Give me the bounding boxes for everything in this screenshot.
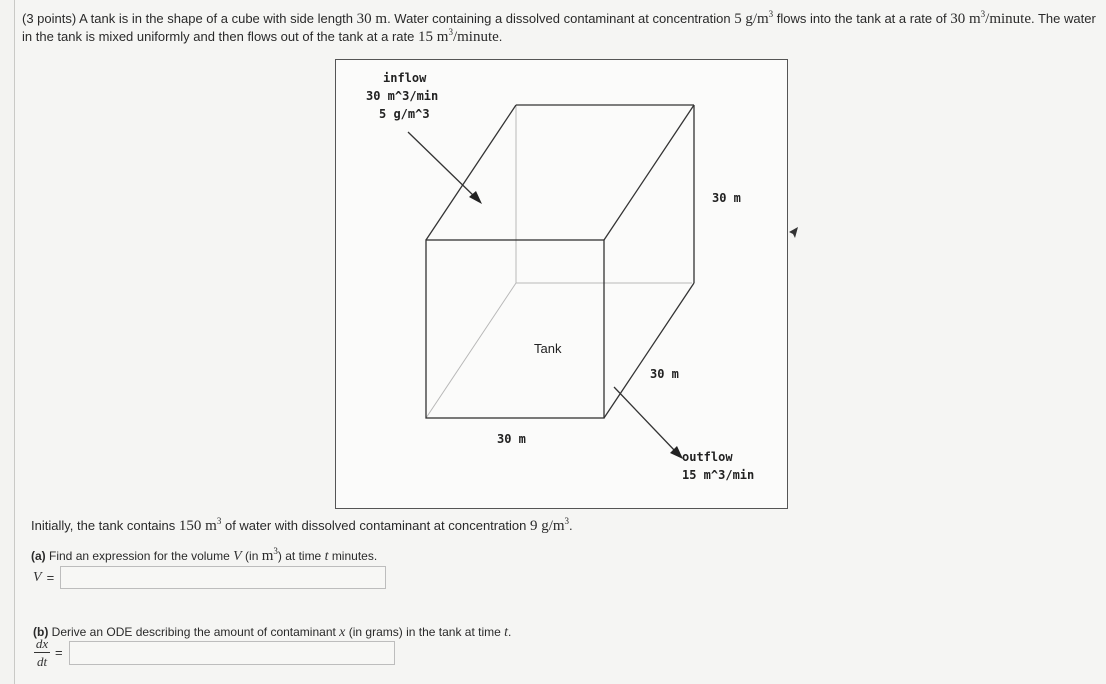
volume-answer-input[interactable] [60,566,386,589]
equals-sign: = [55,645,63,660]
tank-label: Tank [534,341,562,356]
part-b-answer-row [34,637,395,668]
inflow-concentration-label: 5 g/m^3 [379,107,430,121]
inflow-title: inflow [383,71,427,85]
prompt-text-3: flows into the tank at a rate of [776,11,947,26]
cube-right-bottom-edge [604,283,694,418]
part-b-question: (b) Derive an ODE describing the amount of contaminant x (in grams) in the tank at time t. [33,625,512,640]
concentration-unit: $g/m^3$ [745,9,774,27]
inflow-rate-label: 30 m^3/min [366,89,439,103]
cube-top-right-edge [604,105,694,240]
inflow-rate: 30 $m^3$/minute [950,9,1031,27]
ode-answer-input[interactable] [69,641,395,665]
side-length: 30 m [356,11,388,27]
cube-top-left-edge [426,105,516,240]
outflow-arrow-line [614,387,676,452]
equals-sign: = [46,570,55,585]
initial-conditions: Initially, the tank contains 150 $m^3$ of water with dissolved contaminant at concentration 9 $g/m^3$. [31,516,573,534]
points-label: (3 points) [22,11,77,26]
tank-diagram [335,59,788,509]
part-a-answer-row [33,566,386,589]
bottom-dimension-label: 30 m [497,432,526,446]
outflow-rate-label: 15 m^3/min [682,468,755,482]
volume-variable-label: V [33,569,42,585]
outflow-rate: 15 $m^3$/minute [418,27,499,45]
part-a-question: (a) Find an expression for the volume V (in $m^3$) at time t minutes. [31,546,378,564]
problem-statement: (3 points) A tank is in the shape of a cube with side length 30 m. Water containing a dissolved contaminant at concentration 5 $g/m^3$ flows into the tank at a rate of 30 $m^3$/minute. The water in the tank is mixed uniformly and then flows out of the tank at a rate 15 $m^3$/minute. [22,9,1096,45]
derivative-label: $\frac{dx}{dt}$ [35,636,49,669]
prompt-text-1: A tank is in the shape of a cube with side length [79,11,354,26]
prompt-text-4: . The water in the tank is mixed uniformly and then flows out of the tank at a rate [22,11,1096,44]
tank-diagram-drawing [336,60,787,508]
inflow-arrow-line [408,132,476,198]
inflow-concentration: 5 [734,11,742,27]
cube-front-face [426,240,604,418]
prompt-text-2: . Water containing a dissolved contaminant at concentration [387,11,731,26]
initial-volume: 150 $m^3$ [178,516,222,534]
mouse-cursor-icon [788,226,800,240]
side-dimension-label: 30 m [650,367,679,381]
top-dimension-label: 30 m [712,191,741,205]
hidden-edge-diagonal [426,283,516,418]
outflow-title: outflow [682,450,733,464]
initial-concentration: 9 $g/m^3$ [529,516,570,534]
